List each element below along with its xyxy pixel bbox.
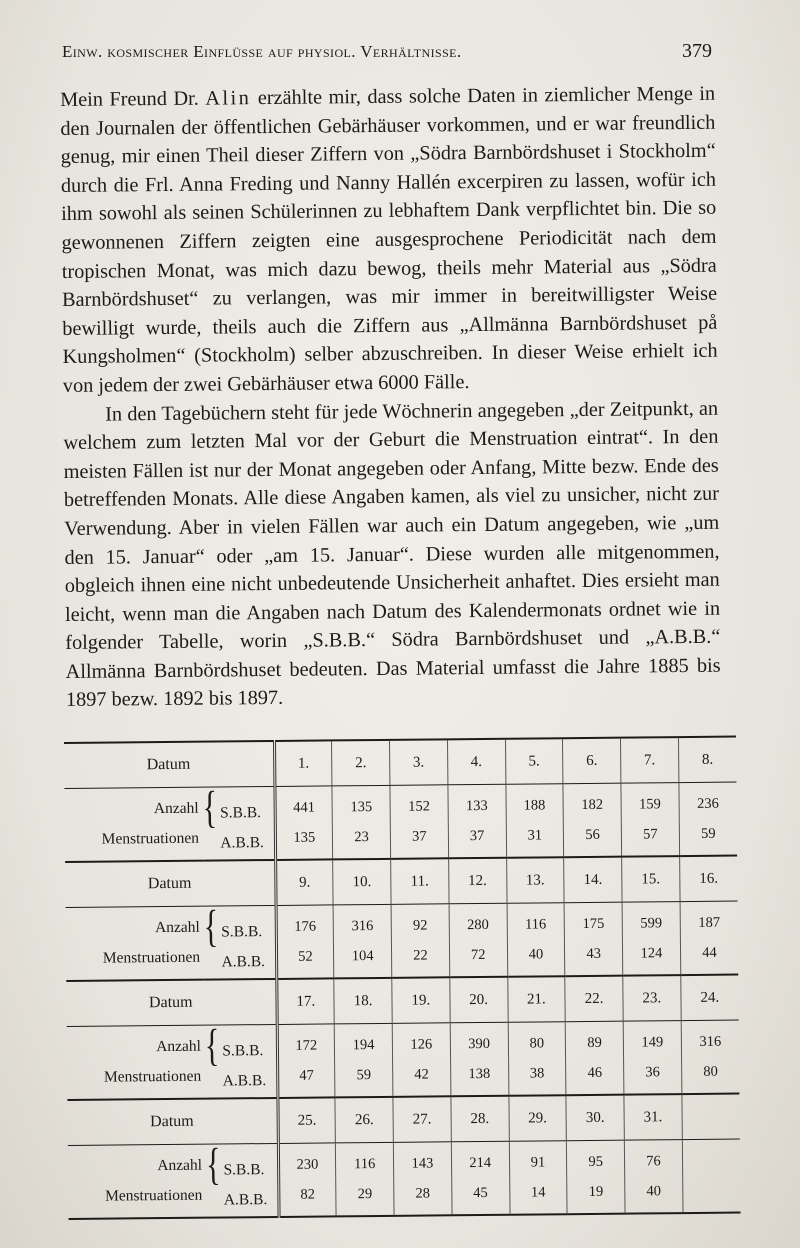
sbb-label: S.B.B. bbox=[222, 1042, 264, 1060]
abb-label: A.B.B. bbox=[222, 1072, 267, 1090]
sbb-label-cell bbox=[202, 783, 274, 833]
date-cell: 21. bbox=[507, 976, 565, 1022]
date-cell: 29. bbox=[508, 1095, 566, 1141]
sbb-label: S.B.B. bbox=[220, 804, 262, 822]
paragraph-2: In den Tagebüchern steht für jede Wöchnerin angegeben „der Zeitpunkt, an welchem zum letzten Mal vor der Geburt die Menstruation eintrat“. In den meisten Fällen ist nur der Monat angegeben oder Anfang, Mitte bezw. Ende des betreffenden Monats. Alle diese Angaben kamen, als viel zu unsicher, nicht zur Verwendung. Aber in vielen Fällen war auch ein Datum angegeben, wie „um den 15. Januar“ oder „am 15. Januar“. Diese wurden alle mitgenommen, obgleich ihnen eine nicht unbedeutende Unsicherheit anhaftet. Dies ersieht man leicht, wenn man die Angaben nach Datum des Kalendermonats ordnet wie in folgender Tabelle, worin „S.B.B.“ Södra Barnbördshuset und „A.B.B.“ Allmänna Barnbördshuset bedeuten. Das Material umfasst die Jahre 1885 bis 1897 bezw. 1892 bis 1897. bbox=[63, 397, 721, 712]
date-label: Datum bbox=[65, 860, 275, 908]
brace-glyph: { bbox=[203, 902, 219, 952]
date-cell: 27. bbox=[393, 1096, 451, 1142]
abb-label: A.B.B. bbox=[220, 834, 264, 852]
abb-value: 59 bbox=[335, 1060, 393, 1098]
sbb-value: 116 bbox=[336, 1142, 394, 1179]
abb-value: 80 bbox=[681, 1057, 739, 1095]
date-cell: 26. bbox=[335, 1097, 393, 1143]
sbb-value: 188 bbox=[505, 784, 563, 821]
sbb-value: 149 bbox=[623, 1021, 681, 1058]
sbb-value: 316 bbox=[681, 1020, 739, 1057]
abb-value: 31 bbox=[506, 820, 564, 858]
abb-value: 45 bbox=[451, 1178, 509, 1216]
sbb-value: 159 bbox=[621, 783, 679, 820]
sbb-value: 236 bbox=[679, 782, 737, 819]
abb-value: 47 bbox=[277, 1060, 335, 1098]
date-row bbox=[66, 975, 738, 1027]
body-text bbox=[60, 80, 721, 715]
sbb-value: 280 bbox=[449, 903, 507, 940]
page-header bbox=[62, 40, 712, 70]
sbb-value: 599 bbox=[622, 902, 680, 939]
sbb-label: S.B.B. bbox=[223, 1161, 265, 1179]
sbb-value: 76 bbox=[624, 1140, 682, 1177]
date-cell: 7. bbox=[620, 737, 678, 783]
abb-value: 59 bbox=[679, 819, 737, 857]
anzahl-label: Anzahl bbox=[154, 918, 200, 937]
date-cell: 14. bbox=[564, 857, 622, 903]
abb-row bbox=[66, 938, 738, 981]
sbb-value: 194 bbox=[334, 1023, 392, 1060]
date-cell: 12. bbox=[448, 858, 506, 904]
sbb-label-cell bbox=[204, 1021, 277, 1071]
date-label: Datum bbox=[67, 1098, 277, 1146]
sbb-label-cell bbox=[203, 902, 276, 952]
page-number: 379 bbox=[682, 40, 712, 62]
table-body bbox=[64, 737, 741, 1219]
sbb-value: 92 bbox=[391, 904, 449, 941]
sbb-value: 172 bbox=[277, 1024, 335, 1061]
abb-value: 124 bbox=[622, 938, 680, 976]
date-row bbox=[67, 1094, 739, 1146]
date-cell: 18. bbox=[334, 978, 392, 1024]
abb-value: 29 bbox=[336, 1179, 394, 1217]
paragraph-1-rest: erzählte mir, dass solche Daten in ziemlicher Menge in den Journalen der öffentlichen Gebärhäuser vorkommen, und er war freundlich genug, mir einen Theil dieser Ziffern von „Södra Barnbördshuset i Stockholm“ durch die Frl. Anna Freding und Nanny Hallén excerpiren zu lassen, wofür ich ihm sowohl als seinen Schülerinnen zu lebhaftem Dank verpflichtet bin. Die so gewonnenen Ziffern zeigten eine ausgesprochene Periodicität nach dem tropischen Monat, was mich dazu bewog, theils mehr Material aus „Södra Barnbördshuset“ zu verlangen, was mir immer in bereitwilligster Weise bewilligt wurde, theils auch die Ziffern aus „Allmänna Barnbördshuset på Kungsholmen“ (Stockholm) selber abzuschreiben. In dieser Weise erhielt ich von jedem der zwei Gebärhäuser etwa 6000 Fälle. bbox=[60, 82, 718, 397]
abb-value: 82 bbox=[278, 1179, 336, 1217]
anzahl-label: Anzahl bbox=[156, 1037, 202, 1056]
date-cell: 28. bbox=[451, 1096, 509, 1142]
date-cell: 5. bbox=[505, 738, 563, 784]
abb-row bbox=[68, 1176, 740, 1219]
date-label: Datum bbox=[64, 741, 274, 789]
date-cell: 2. bbox=[332, 740, 390, 786]
sbb-value: 89 bbox=[565, 1021, 623, 1058]
date-cell: 24. bbox=[681, 975, 739, 1021]
sbb-label: S.B.B. bbox=[221, 923, 263, 941]
anzahl-label: Anzahl bbox=[153, 799, 199, 818]
sbb-value: 390 bbox=[450, 1022, 508, 1059]
abb-value: 56 bbox=[564, 820, 622, 858]
sbb-value: 187 bbox=[680, 901, 738, 938]
sbb-value: 441 bbox=[274, 786, 332, 823]
date-cell: 13. bbox=[506, 857, 564, 903]
date-cell: 8. bbox=[678, 737, 736, 783]
date-cell: 23. bbox=[623, 975, 681, 1021]
sbb-value: 176 bbox=[276, 905, 334, 942]
sbb-value: 126 bbox=[392, 1023, 450, 1060]
abb-value: 42 bbox=[393, 1059, 451, 1097]
date-cell: 9. bbox=[275, 859, 333, 905]
sbb-value: 175 bbox=[564, 902, 622, 939]
abb-value: 38 bbox=[508, 1058, 566, 1096]
date-row bbox=[65, 856, 737, 908]
abb-value: 40 bbox=[625, 1176, 683, 1214]
abb-label: A.B.B. bbox=[221, 953, 266, 971]
abb-value: 46 bbox=[566, 1058, 624, 1096]
data-table bbox=[64, 736, 741, 1220]
brace-glyph: { bbox=[202, 783, 218, 833]
date-row bbox=[64, 737, 736, 789]
abb-value bbox=[682, 1176, 740, 1214]
date-cell: 22. bbox=[565, 976, 623, 1022]
brace-glyph: { bbox=[205, 1140, 221, 1190]
abb-value: 19 bbox=[567, 1177, 625, 1215]
paragraph-1-start: Mein Freund Dr. bbox=[60, 87, 206, 111]
date-cell: 25. bbox=[277, 1097, 335, 1143]
anzahl-label: Anzahl bbox=[157, 1156, 203, 1175]
abb-value: 52 bbox=[276, 941, 334, 979]
menstruationen-label: Menstruationen bbox=[65, 824, 203, 862]
date-cell: 3. bbox=[390, 739, 448, 785]
date-cell: 20. bbox=[450, 977, 508, 1023]
abb-value: 36 bbox=[624, 1057, 682, 1095]
paragraph-1 bbox=[60, 80, 718, 401]
menstruationen-label: Menstruationen bbox=[67, 1062, 205, 1100]
sbb-value: 316 bbox=[333, 904, 391, 941]
sbb-value: 133 bbox=[448, 784, 506, 821]
sbb-value: 95 bbox=[567, 1140, 625, 1177]
abb-value: 37 bbox=[390, 821, 448, 859]
sbb-value bbox=[682, 1139, 740, 1176]
abb-row bbox=[67, 1057, 739, 1100]
sbb-label-cell bbox=[205, 1140, 278, 1190]
running-title: Einw. kosmischer Einflüsse auf physiol. Verhältnisse. bbox=[62, 42, 462, 61]
abb-value: 22 bbox=[391, 940, 449, 978]
date-cell: 4. bbox=[447, 739, 505, 785]
abb-value: 135 bbox=[275, 822, 333, 860]
date-cell: 30. bbox=[566, 1095, 624, 1141]
abb-value: 72 bbox=[449, 940, 507, 978]
abb-row bbox=[65, 819, 737, 862]
abb-value: 44 bbox=[680, 938, 738, 976]
sbb-value: 214 bbox=[451, 1141, 509, 1178]
abb-value: 43 bbox=[565, 939, 623, 977]
sbb-value: 143 bbox=[393, 1142, 451, 1179]
date-cell: 19. bbox=[392, 977, 450, 1023]
sbb-value: 152 bbox=[390, 785, 448, 822]
date-label: Datum bbox=[66, 979, 276, 1027]
author-name: Alin bbox=[205, 87, 252, 110]
sbb-value: 116 bbox=[507, 903, 565, 940]
abb-value: 14 bbox=[509, 1177, 567, 1215]
abb-label: A.B.B. bbox=[223, 1191, 268, 1209]
sbb-value: 182 bbox=[563, 783, 621, 820]
date-cell: 17. bbox=[276, 978, 334, 1024]
brace-glyph: { bbox=[204, 1021, 220, 1071]
date-cell: 1. bbox=[274, 740, 332, 786]
date-cell: 10. bbox=[333, 859, 391, 905]
abb-value: 37 bbox=[448, 821, 506, 859]
menstruationen-label: Menstruationen bbox=[68, 1181, 206, 1219]
sbb-value: 91 bbox=[509, 1141, 567, 1178]
abb-value: 28 bbox=[394, 1178, 452, 1216]
date-cell: 15. bbox=[622, 856, 680, 902]
date-cell: 11. bbox=[391, 858, 449, 904]
abb-value: 138 bbox=[450, 1059, 508, 1097]
abb-value: 40 bbox=[507, 939, 565, 977]
sbb-value: 135 bbox=[332, 785, 390, 822]
date-cell: 31. bbox=[624, 1094, 682, 1140]
date-cell bbox=[682, 1094, 740, 1140]
abb-value: 23 bbox=[333, 822, 391, 860]
abb-value: 57 bbox=[621, 819, 679, 857]
abb-value: 104 bbox=[334, 941, 392, 979]
date-cell: 6. bbox=[563, 738, 621, 784]
sbb-value: 80 bbox=[508, 1022, 566, 1059]
menstruation-table bbox=[64, 736, 741, 1220]
sbb-value: 230 bbox=[278, 1143, 336, 1180]
date-cell: 16. bbox=[679, 856, 737, 902]
menstruationen-label: Menstruationen bbox=[66, 943, 204, 981]
